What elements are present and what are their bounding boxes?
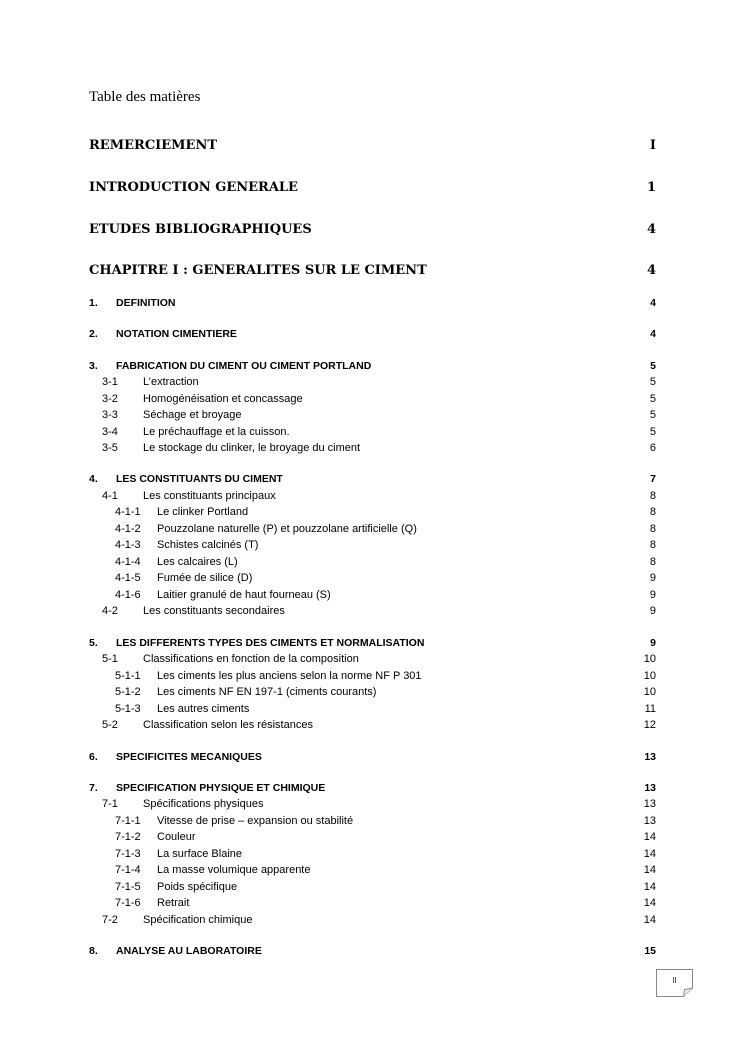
toc-entry-page: 9 (649, 589, 656, 601)
toc-entry-page: I (649, 138, 656, 153)
toc-entry-label: CHAPITRE I : GENERALITES SUR LE CIMENT (89, 263, 427, 278)
toc-entry-number: 5-2 (102, 719, 118, 731)
toc-entry-page: 14 (643, 831, 656, 843)
toc-entry[interactable] (89, 896, 656, 910)
toc-entry-number: 4-1-6 (115, 589, 141, 601)
toc-entry-label: Classification selon les résistances (143, 719, 313, 731)
toc-entry[interactable] (89, 604, 656, 618)
toc-entry-page: 5 (650, 360, 656, 372)
toc-entry-page: 11 (644, 703, 656, 715)
toc-entry-label: Les autres ciments (157, 703, 250, 715)
toc-entry-label: Le clinker Portland (157, 506, 249, 518)
toc-entry-page: 5 (649, 376, 656, 388)
toc-entry-page: 10 (643, 686, 656, 698)
toc-entry-label: Les constituants principaux (143, 490, 276, 502)
toc-entry-number: 4-1-4 (115, 556, 141, 568)
toc-entry[interactable] (89, 441, 656, 455)
toc-entry-label: Laitier granulé de haut fourneau (S) (157, 589, 331, 601)
toc-entry-label: Homogénéisation et concassage (143, 393, 303, 405)
toc-entry[interactable] (89, 847, 656, 861)
toc-entry-page: 13 (643, 798, 656, 810)
toc-entry[interactable] (89, 781, 656, 795)
toc-entry-label: La masse volumique apparente (157, 864, 311, 876)
toc-entry-label: Les calcaires (L) (157, 556, 238, 568)
toc-entry-page: 4 (650, 297, 656, 309)
toc-entry-label: Les ciments NF EN 197-1 (ciments courants) (157, 686, 377, 698)
toc-entry-label: Poids spécifique (157, 881, 238, 893)
page-number: II (672, 976, 677, 985)
toc-entry-number: 5-1-1 (115, 670, 141, 682)
toc-entry-number: 2. (89, 328, 98, 340)
toc-entry[interactable] (89, 944, 656, 958)
toc-entry[interactable] (89, 571, 656, 585)
toc-entry[interactable] (89, 685, 656, 699)
toc-entry-label: NOTATION CIMENTIERE (116, 328, 237, 340)
toc-entry-number: 4. (89, 473, 98, 485)
toc-entry-label: Classifications en fonction de la composition (143, 653, 359, 665)
toc-entry-label: Vitesse de prise – expansion ou stabilité (157, 815, 354, 827)
toc-entry[interactable] (89, 702, 656, 716)
toc-entry[interactable] (89, 375, 656, 389)
toc-entry[interactable] (89, 750, 656, 764)
toc-entry-page: 6 (649, 442, 656, 454)
toc-entry-label: LES CONSTITUANTS DU CIMENT (116, 473, 283, 485)
toc-entry-label: Couleur (157, 831, 196, 843)
toc-entry[interactable] (89, 814, 656, 828)
toc-entry-number: 1. (89, 297, 98, 309)
toc-entry-page: 4 (650, 328, 656, 340)
toc-entry-number: 7-2 (102, 914, 118, 926)
toc-entry-page: 14 (643, 864, 656, 876)
toc-entry[interactable] (89, 555, 656, 569)
toc-entry-number: 6. (89, 751, 98, 763)
toc-entry-number: 3-3 (102, 409, 118, 421)
toc-entry-page: 14 (643, 897, 656, 909)
toc-entry[interactable] (89, 669, 656, 683)
toc-entry-number: 4-2 (102, 605, 118, 617)
toc-entry-page: 15 (644, 945, 656, 957)
toc-entry-number: 7-1-2 (115, 831, 141, 843)
toc-entry-page: 9 (649, 605, 656, 617)
toc-entry[interactable] (89, 489, 656, 503)
toc-entry-label: Les ciments les plus anciens selon la norme NF P 301 (157, 670, 422, 682)
toc-entry-number: 4-1-5 (115, 572, 141, 584)
toc-entry-number: 5-1-2 (115, 686, 141, 698)
toc-entry-label: ETUDES BIBLIOGRAPHIQUES (89, 222, 312, 237)
toc-entry-label: FABRICATION DU CIMENT OU CIMENT PORTLAND (116, 360, 372, 372)
toc-entry-number: 7-1-5 (115, 881, 141, 893)
toc-entry-label: ANALYSE AU LABORATOIRE (116, 945, 262, 957)
toc-entry-number: 3. (89, 360, 98, 372)
toc-entry[interactable] (89, 392, 656, 406)
toc-entry-label: Séchage et broyage (143, 409, 242, 421)
toc-entry-page: 5 (649, 409, 656, 421)
toc-entry[interactable] (89, 425, 656, 439)
toc-entry-number: 4-1-1 (115, 506, 141, 518)
toc-entry-page: 14 (643, 881, 656, 893)
toc-entry[interactable] (89, 296, 656, 310)
toc-entry-page: 4 (646, 222, 656, 237)
toc-entry-number: 7-1 (102, 798, 118, 810)
toc-entry[interactable] (89, 359, 656, 373)
toc-entry[interactable] (89, 408, 656, 422)
toc-entry[interactable] (89, 327, 656, 341)
toc-entry-label: Spécifications physiques (143, 798, 264, 810)
toc-entry-page: 8 (649, 556, 656, 568)
toc-entry-page: 8 (649, 506, 656, 518)
toc-entry[interactable] (89, 797, 656, 811)
toc-entry-label: Fumée de silice (D) (157, 572, 253, 584)
toc-entry[interactable] (89, 830, 656, 844)
toc-entry-page: 10 (643, 653, 656, 665)
toc-entry[interactable] (89, 652, 656, 666)
toc-entry[interactable] (89, 636, 656, 650)
toc-entry-number: 5-1-3 (115, 703, 141, 715)
toc-entry-number: 3-5 (102, 442, 118, 454)
toc-entry-number: 4-1-2 (115, 523, 141, 535)
toc-entry-label: Les constituants secondaires (143, 605, 285, 617)
toc-entry-number: 3-4 (102, 426, 118, 438)
toc-entry-number: 3-1 (102, 376, 118, 388)
toc-entry-number: 7-1-1 (115, 815, 141, 827)
toc-entry-page: 8 (649, 523, 656, 535)
toc-entry-label: Pouzzolane naturelle (P) et pouzzolane artificielle (Q) (157, 523, 417, 535)
toc-entry-page: 13 (644, 751, 656, 763)
toc-entry-number: 7. (89, 782, 98, 794)
toc-entry-page: 8 (649, 539, 656, 551)
toc-entry-page: 12 (643, 719, 656, 731)
toc-entry-number: 5-1 (102, 653, 118, 665)
toc-entry-label: Schistes calcinés (T) (157, 539, 259, 551)
toc-entry-label: L’extraction (143, 376, 199, 388)
toc-entry-label: LES DIFFERENTS TYPES DES CIMENTS ET NORMALISATION (116, 637, 425, 649)
toc-entry[interactable] (89, 588, 656, 602)
toc-entry-page: 10 (643, 670, 656, 682)
toc-entry-label: SPECIFICITES MECANIQUES (116, 751, 262, 763)
toc-entry[interactable] (89, 880, 656, 894)
toc-entry[interactable] (89, 179, 656, 197)
toc-entry-label: SPECIFICATION PHYSIQUE ET CHIMIQUE (116, 782, 326, 794)
toc-entry-page: 13 (643, 815, 656, 827)
toc-entry-number: 7-1-3 (115, 848, 141, 860)
toc-entry-page: 13 (644, 782, 656, 794)
toc-entry[interactable] (89, 522, 656, 536)
toc-entry[interactable] (89, 505, 656, 519)
toc-entry-number: 7-1-4 (115, 864, 141, 876)
toc-entry[interactable] (89, 863, 656, 877)
toc-entry-number: 3-2 (102, 393, 118, 405)
toc-entry-page: 5 (649, 393, 656, 405)
toc-entry-page: 9 (650, 637, 656, 649)
toc-entry-label: REMERCIEMENT (89, 138, 218, 153)
toc-title: Table des matières (89, 89, 201, 105)
toc-entry-page: 9 (649, 572, 656, 584)
toc-entry-label: La surface Blaine (157, 848, 242, 860)
toc-entry[interactable] (89, 262, 656, 280)
toc-entry-label: INTRODUCTION GENERALE (89, 180, 298, 195)
page-number-box (656, 969, 693, 997)
toc-entry-number: 4-1-3 (115, 539, 141, 551)
toc-entry-page: 5 (649, 426, 656, 438)
toc-entry-number: 4-1 (102, 490, 118, 502)
toc-entry-number: 5. (89, 637, 98, 649)
toc-entry-page: 8 (649, 490, 656, 502)
toc-entry-page: 4 (646, 263, 656, 278)
toc-entry-label: Retrait (157, 897, 190, 909)
toc-entry-label: Le stockage du clinker, le broyage du ciment (143, 442, 361, 454)
toc-entry[interactable] (89, 718, 656, 732)
toc-entry-page: 14 (643, 914, 656, 926)
toc-entry[interactable] (89, 538, 656, 552)
toc-entry-page: 14 (643, 848, 656, 860)
toc-entry-number: 8. (89, 945, 98, 957)
toc-entry[interactable] (89, 137, 656, 155)
toc-entry-label: Le préchauffage et la cuisson. (143, 426, 290, 438)
toc-entry-label: Spécification chimique (143, 914, 253, 926)
toc-entry[interactable] (89, 472, 656, 486)
toc-entry-page: 7 (650, 473, 656, 485)
toc-entry-number: 7-1-6 (115, 897, 141, 909)
toc-entry[interactable] (89, 221, 656, 239)
toc-entry[interactable] (89, 913, 656, 927)
toc-entry-label: DEFINITION (116, 297, 176, 309)
toc-entry-page: 1 (646, 180, 656, 195)
